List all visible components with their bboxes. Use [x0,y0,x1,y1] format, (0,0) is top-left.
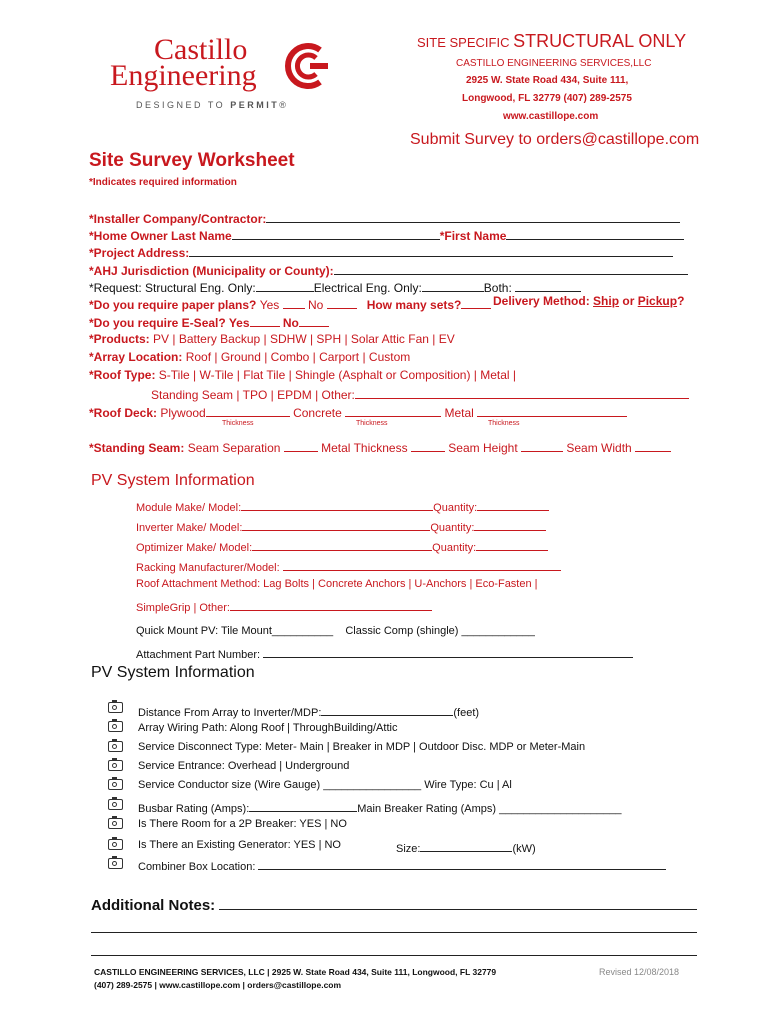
quick-mount-field[interactable]: Quick Mount PV: Tile Mount__________ Classic Comp (shingle) ____________ [136,625,535,637]
ahj-field[interactable]: *AHJ Jurisdiction (Municipality or County): [89,262,688,278]
camera-icon[interactable] [108,700,123,718]
generator-size-field[interactable]: Size: (kW) [396,839,536,855]
module-field[interactable]: Module Make/ Model: Quantity: [136,498,549,514]
revised-date: Revised 12/08/2018 [599,967,680,977]
footer-divider [91,955,697,956]
pickup-option[interactable]: Pickup [637,294,678,308]
required-note: *Indicates required information [89,177,237,188]
camera-icon[interactable] [108,719,123,737]
standing-seam-field[interactable]: *Standing Seam: Seam Separation Metal Thickness Seam Height Seam Width [89,439,671,455]
wiring-path-field[interactable]: Array Wiring Path: Along Roof | ThroughBuilding/Attic [138,722,398,734]
thickness-label-concrete: Thickness [356,420,388,427]
paper-plans-field[interactable]: *Do you require paper plans? Yes No How many sets? [89,296,491,312]
site-specific-heading: SITE SPECIFIC STRUCTURAL ONLY [417,31,687,51]
disconnect-type-field[interactable]: Service Disconnect Type: Meter- Main | Breaker in MDP | Outdoor Disc. MDP or Meter-Main [138,741,586,753]
attachment-part-field[interactable]: Attachment Part Number: [136,645,633,661]
request-field[interactable]: *Request: Structural Eng. Only: Electrical Eng. Only: Both: [89,279,581,295]
products-field[interactable]: *Products: PV | Battery Backup | SDHW | SPH | Solar Attic Fan | EV [89,332,455,346]
camera-icon[interactable] [108,816,123,834]
eseal-field[interactable]: *Do you require E-Seal? Yes No [89,314,329,330]
additional-notes-field[interactable]: Additional Notes: [91,894,697,914]
logo-mark-icon [280,40,332,92]
submit-survey-link[interactable]: Submit Survey to orders@castillope.com [410,131,700,148]
distance-field[interactable]: Distance From Array to Inverter/MDP: (feet) [138,703,479,719]
camera-icon[interactable] [108,758,123,776]
conductor-size-field[interactable]: Service Conductor size (Wire Gauge) ________________ Wire Type: Cu | Al [138,779,512,791]
page-title: Site Survey Worksheet [89,150,295,171]
roof-type-field[interactable]: *Roof Type: S-Tile | W-Tile | Flat Tile | Shingle (Asphalt or Composition) | Metal | [89,368,517,382]
array-location-field[interactable]: *Array Location: Roof | Ground | Combo | Carport | Custom [89,350,411,364]
company-address-line1: 2925 W. State Road 434, Suite 111, [466,75,629,86]
delivery-method-field[interactable]: Delivery Method: Ship or Pickup? [493,294,685,308]
project-address-field[interactable]: *Project Address: [89,244,673,260]
busbar-field[interactable]: Busbar Rating (Amps): Main Breaker Rating (Amps) ____________________ [138,799,621,815]
installer-field[interactable]: *Installer Company/Contractor: [89,210,680,226]
thickness-label-metal: Thickness [488,420,520,427]
room-2p-field[interactable]: Is There Room for a 2P Breaker: YES | NO [138,818,347,830]
roof-attachment-field[interactable]: Roof Attachment Method: Lag Bolts | Concrete Anchors | U-Anchors | Eco-Fasten | [136,578,538,590]
ship-option[interactable]: Ship [593,294,620,308]
pv-system-heading-1: PV System Information [91,472,255,489]
company-address-line2: Longwood, FL 32779 (407) 289-2575 [462,93,632,104]
camera-icon[interactable] [108,837,123,855]
home-owner-field[interactable]: *Home Owner Last Name *First Name [89,227,684,243]
optimizer-field[interactable]: Optimizer Make/ Model: Quantity: [136,538,548,554]
camera-icon[interactable] [108,777,123,795]
company-legal-name: CASTILLO ENGINEERING SERVICES,LLC [456,58,652,69]
logo-tagline: DESIGNED TO PERMIT® [136,100,289,110]
footer-address: CASTILLO ENGINEERING SERVICES, LLC | 2925 W. State Road 434, Suite 111, Longwood, FL 32779 [94,967,497,977]
logo-line-engineering: Engineering [110,59,257,92]
roof-type-other-field[interactable]: Standing Seam | TPO | EPDM | Other: [151,386,689,402]
camera-icon[interactable] [108,856,123,874]
notes-line[interactable] [91,932,697,933]
combiner-box-field[interactable]: Combiner Box Location: [138,857,666,873]
camera-icon[interactable] [108,797,123,815]
racking-field[interactable]: Racking Manufacturer/Model: [136,558,561,574]
company-website: www.castillope.com [503,111,599,122]
camera-icon[interactable] [108,739,123,757]
footer-contact: (407) 289-2575 | www.castillope.com | orders@castillope.com [94,980,342,990]
thickness-label-plywood: Thickness [222,420,254,427]
generator-field[interactable]: Is There an Existing Generator: YES | NO [138,839,341,851]
inverter-field[interactable]: Inverter Make/ Model: Quantity: [136,518,546,534]
logo-line-castillo: Castillo [154,33,248,66]
simplegrip-field[interactable]: SimpleGrip | Other: [136,598,432,614]
roof-deck-field[interactable]: *Roof Deck: Plywood Concrete Metal [89,404,627,420]
service-entrance-field[interactable]: Service Entrance: Overhead | Underground [138,760,350,772]
pv-system-heading-2: PV System Information [91,664,255,681]
company-logo [110,33,340,116]
